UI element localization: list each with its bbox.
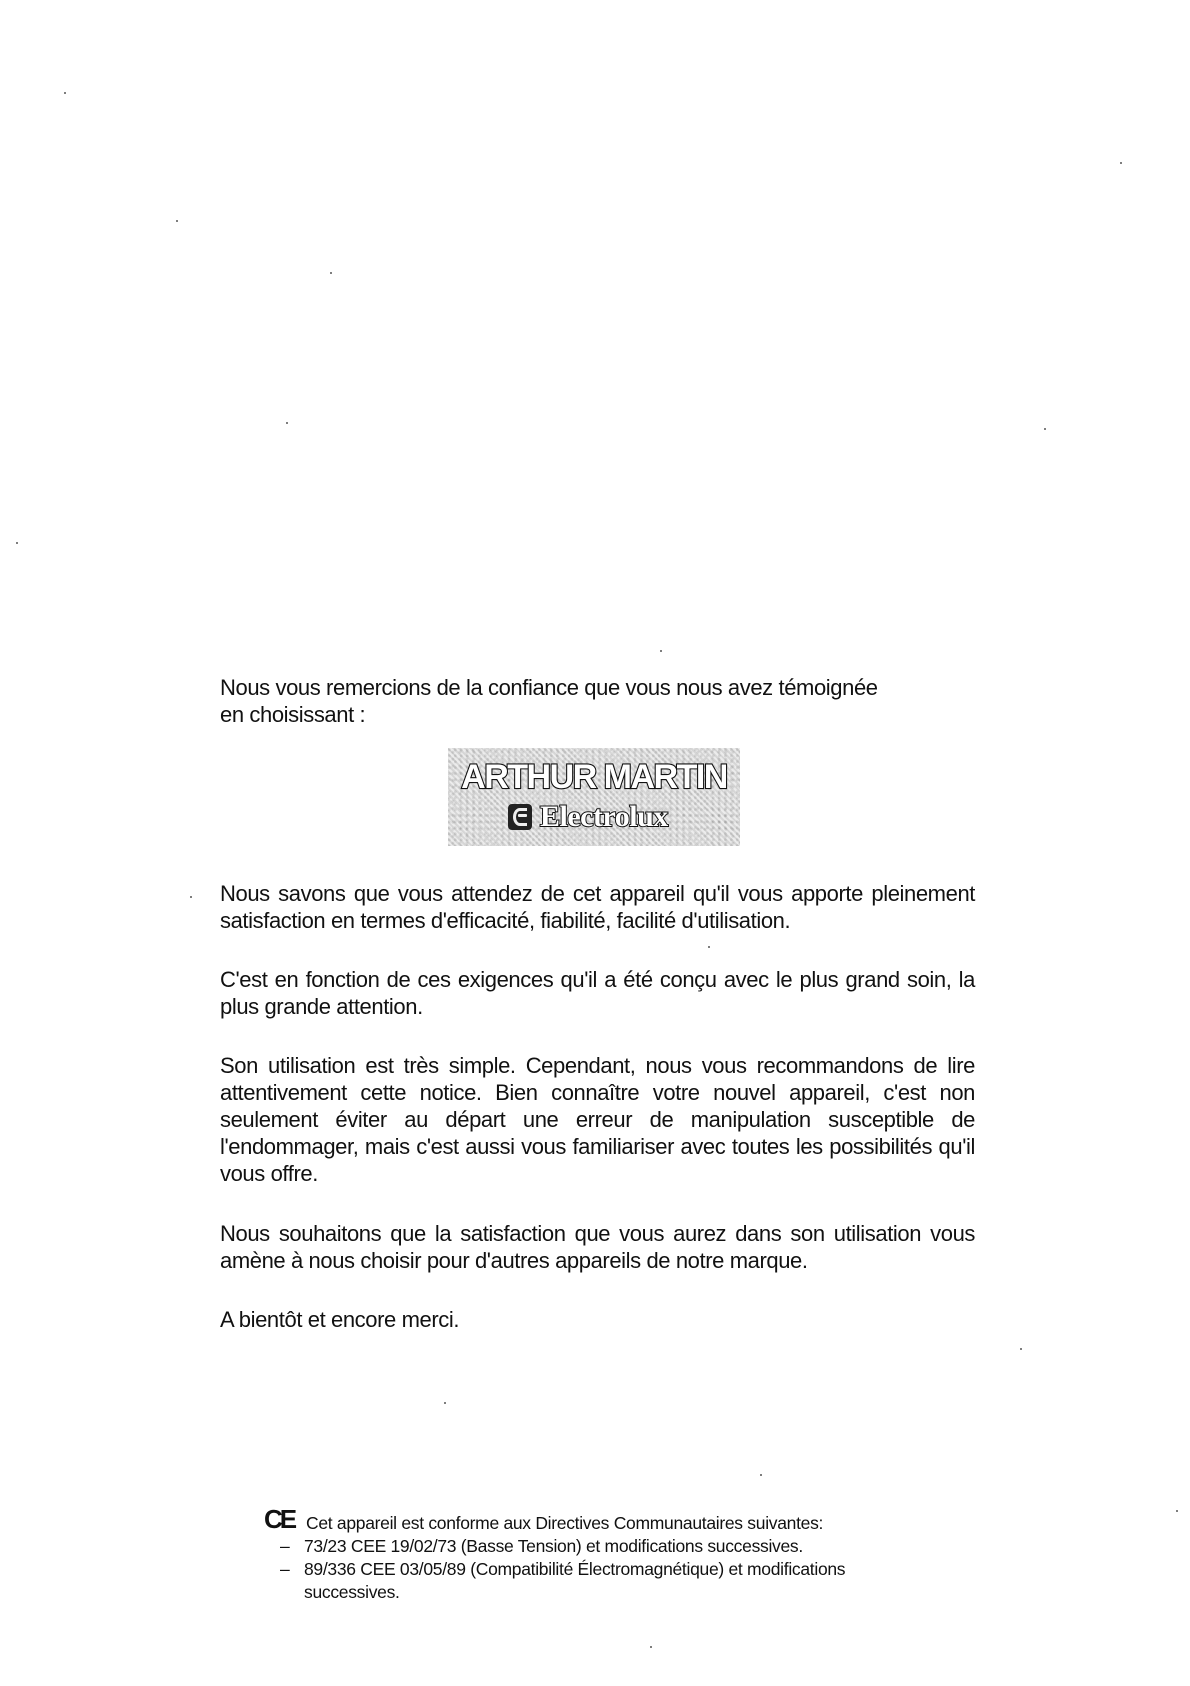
brand-subname: Electrolux [540, 800, 668, 833]
scan-speck [1020, 1348, 1022, 1350]
directive-item: – 73/23 CEE 19/02/73 (Basse Tension) et modifications successives. [280, 1535, 944, 1558]
directive-list [280, 1535, 944, 1604]
brand-subline [508, 800, 668, 834]
scan-speck [176, 220, 178, 222]
paragraph: C'est en fonction de ces exigences qu'il a été conçu avec le plus grand soin, la plus grande attention. [220, 967, 975, 1019]
directive-item: – 89/336 CEE 03/05/89 (Compatibilité Électromagnétique) et modifications successives. [280, 1558, 944, 1604]
scan-speck [1044, 428, 1046, 430]
scan-speck [16, 542, 18, 544]
scan-speck [64, 92, 66, 94]
scan-speck [1120, 162, 1122, 164]
electrolux-logo-icon [508, 804, 532, 830]
brand-name: ARTHUR MARTIN [461, 758, 727, 796]
scan-speck [1176, 1510, 1178, 1512]
paragraph: Nous souhaitons que la satisfaction que vous aurez dans son utilisation vous amène à nous choisir pour d'autres appareils de notre marque. [220, 1221, 975, 1273]
scan-speck [760, 1474, 762, 1476]
scan-speck [190, 896, 192, 898]
paragraph: Son utilisation est très simple. Cependant, nous vous recommandons de lire attentivement cette notice. Bien connaître votre nouvel appareil, c'est non seulement éviter au départ une erreur de manipulation susceptible de l'endommager, mais c'est aussi vous familiariser avec toutes les possibilités qu'il vous offre. [220, 1053, 975, 1186]
scan-speck [660, 650, 662, 652]
scan-speck [650, 1646, 652, 1648]
brand-logo [448, 748, 740, 846]
intro-text: Nous vous remercions de la confiance que vous nous avez témoignée en choisissant : [220, 675, 878, 727]
scan-speck [708, 946, 710, 948]
scan-speck [330, 272, 332, 274]
paragraph: Nous savons que vous attendez de cet appareil qu'il vous apporte pleinement satisfaction en termes d'efficacité, fiabilité, facilité d'utilisation. [220, 881, 975, 933]
paragraph: A bientôt et encore merci. [220, 1307, 460, 1332]
conformity-intro: Cet appareil est conforme aux Directives Communautaires suivantes: [306, 1513, 824, 1533]
ce-mark-icon: CE [264, 1504, 295, 1534]
scan-speck [286, 422, 288, 424]
scan-speck [444, 1402, 446, 1404]
